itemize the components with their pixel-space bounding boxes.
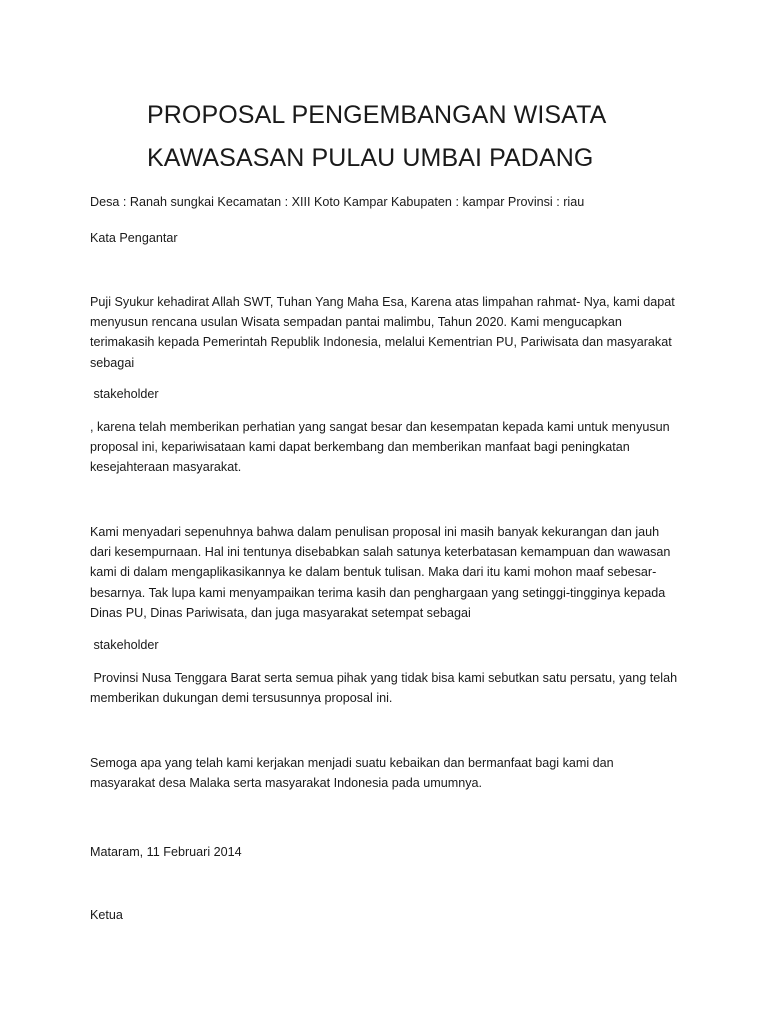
document-title-line-1: PROPOSAL PENGEMBANGAN WISATA <box>147 101 607 129</box>
signature-role: Ketua <box>90 908 123 922</box>
paragraph-acknowledgement: Kami menyadari sepenuhnya bahwa dalam penulisan proposal ini masih banyak kekurangan dan jauh dari kesempurnaan. Hal ini tentunya disebabkan salah satunya keterbatasan kemampuan dan wawasan kami di dalam mengaplikasikannya ke dalam bentuk tulisan. Maka dari itu kami mohon maaf sebesar-besarnya. Tak lupa kami menyampaikan terima kasih dan penghargaan yang setinggi-tingginya kepada Dinas PU, Dinas Pariwisata, dan juga masyarakat setempat sebagai <box>90 525 671 620</box>
date-place-line: Mataram, 11 Februari 2014 <box>90 845 242 859</box>
stakeholder-line-2: stakeholder <box>90 638 159 652</box>
location-line: Desa : Ranah sungkai Kecamatan : XIII Koto Kampar Kabupaten : kampar Provinsi : riau <box>90 195 585 209</box>
paragraph-opening: Puji Syukur kehadirat Allah SWT, Tuhan Yang Maha Esa, Karena atas limpahan rahmat- Nya, kami dapat menyusun rencana usulan Wisata sempadan pantai malimbu, Tahun 2020. Kami mengucapkan terimakasih kepada Pemerintah Republik Indonesia, melalui Kementrian PU, Pariwisata dan masyarakat sebagai <box>90 295 675 370</box>
section-heading-kata-pengantar: Kata Pengantar <box>90 231 178 245</box>
stakeholder-line-1: stakeholder <box>90 387 159 401</box>
document-title-line-2: KAWASASAN PULAU UMBAI PADANG <box>147 144 594 172</box>
paragraph-gratitude: , karena telah memberikan perhatian yang sangat besar dan kesempatan kepada kami untuk menyusun proposal ini, kepariwisataan kami dapat berkembang dan memberikan manfaat bagi peningkatan kesejahteraan masyarakat. <box>90 420 670 475</box>
paragraph-closing: Semoga apa yang telah kami kerjakan menjadi suatu kebaikan dan bermanfaat bagi kami dan masyarakat desa Malaka serta masyarakat Indonesia pada umumnya. <box>90 756 614 791</box>
paragraph-province: Provinsi Nusa Tenggara Barat serta semua pihak yang tidak bisa kami sebutkan satu persatu, yang telah memberikan dukungan demi tersusunnya proposal ini. <box>90 671 681 706</box>
